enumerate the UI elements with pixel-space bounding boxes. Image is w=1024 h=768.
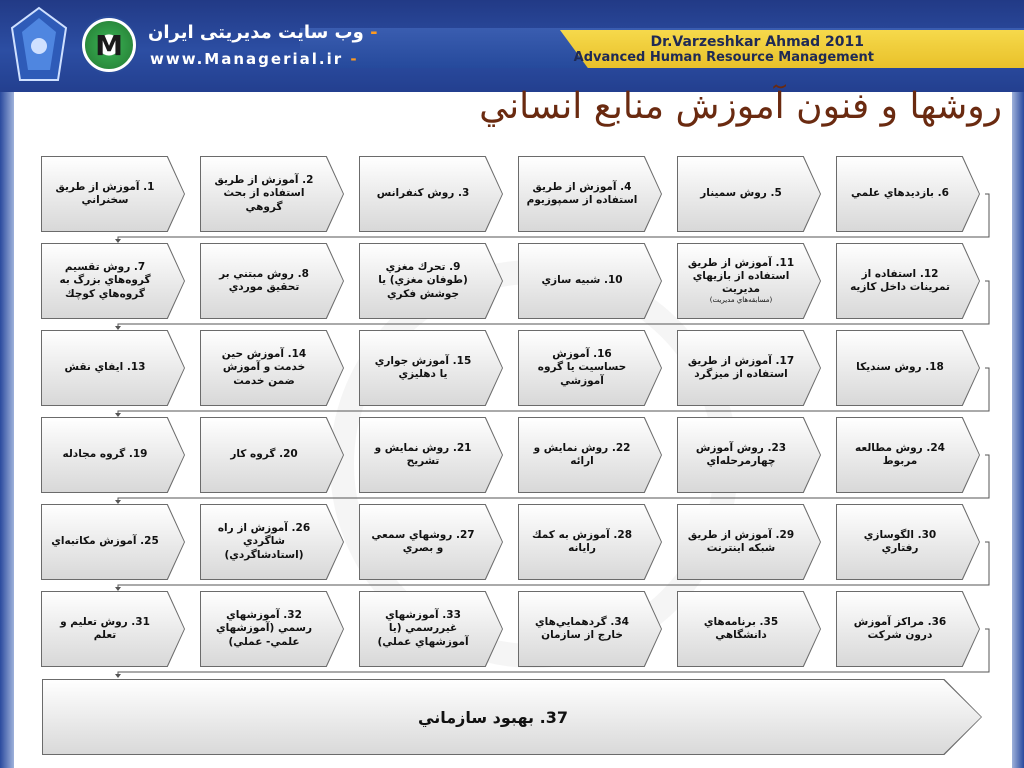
step-line: خدمت و آموزش <box>222 361 306 374</box>
step-label <box>46 331 164 405</box>
step-label <box>841 592 959 666</box>
site-url: www.Managerial.ir - <box>150 50 359 68</box>
step-line: 23. روش آموزش <box>695 441 787 454</box>
logo-letter: M <box>95 28 123 62</box>
step-label <box>46 505 164 579</box>
step-line: استفاده از سمپوزيوم <box>526 194 638 206</box>
connector-arrowhead <box>115 326 121 330</box>
step-label <box>841 418 959 492</box>
step-line: سخنراني <box>81 194 129 206</box>
step-label <box>364 157 482 231</box>
step-line: علمي- عملي) <box>228 635 300 648</box>
step-line: 36. مراكز آموزش <box>853 615 947 628</box>
step-line: 21. روش نمايش و <box>374 441 472 454</box>
left-frame <box>0 92 14 768</box>
step-line: 3. روش كنفرانس <box>376 187 470 200</box>
step-line: 27. روشهاي سمعي <box>371 528 475 541</box>
step-line: 28. آموزش به كمك <box>531 528 633 541</box>
step-label <box>205 331 323 405</box>
connector-arrowhead <box>115 239 121 243</box>
step-line: يا دهليزي <box>398 368 448 380</box>
step-line: 8. روش مبتني بر <box>219 267 309 280</box>
step-line: آموزشهاي عملي) <box>377 635 469 648</box>
step-line: گروهي <box>245 200 283 213</box>
step-label <box>364 331 482 405</box>
step-line: گروه‌هاي كوچك <box>65 287 145 300</box>
step-label <box>205 418 323 492</box>
step-line: (طوفان مغزي) يا <box>378 274 468 287</box>
step-line: 2. آموزش از طريق <box>214 174 314 187</box>
step-line: 14. آموزش حين <box>221 348 307 361</box>
step-label <box>364 244 482 318</box>
step-label <box>523 244 641 318</box>
step-line: 19. گروه مجادله <box>62 448 148 461</box>
step-line: 1. آموزش از طريق <box>55 180 155 193</box>
step-label <box>205 592 323 666</box>
university-logo-icon <box>8 4 70 84</box>
step-line: 32. آموزشهاي <box>226 609 302 622</box>
step-line: گروه‌هاي بزرگ به <box>59 274 151 287</box>
step-line: 25. آموزش مكاتبه‌اي <box>51 535 159 548</box>
connector-arrowhead <box>115 674 121 678</box>
step-label <box>682 244 800 318</box>
step-line: غيررسمي (يا <box>388 622 458 635</box>
step-label <box>682 157 800 231</box>
step-line: 17. آموزش از طريق <box>687 354 795 367</box>
step-line: چهارمرحله‌اي <box>706 455 776 467</box>
page-title: روشها و فنون آموزش منابع انساني <box>479 86 1002 127</box>
step-line: 33. آموزشهاي <box>385 609 461 622</box>
step-label <box>841 505 959 579</box>
step-line: 20. گروه كار <box>230 448 298 461</box>
step-label <box>205 244 323 318</box>
step-line: شاگردي <box>243 535 285 548</box>
step-label <box>523 592 641 666</box>
connector-arrowhead <box>115 413 121 417</box>
step-line: حساسيت يا گروه <box>537 361 627 374</box>
step-line: تحقيق موردي <box>228 281 300 293</box>
step-line: استفاده از ميزگرد <box>694 368 788 380</box>
step-label <box>841 331 959 405</box>
step-line: 9. تحرك مغزي <box>385 261 461 274</box>
step-label <box>682 331 800 405</box>
step-line: جوشش فكري <box>386 287 460 300</box>
step-label <box>46 592 164 666</box>
step-line: 22. روش نمايش و <box>533 441 631 454</box>
step-line: رايانه <box>568 542 596 554</box>
author-line: Dr.Varzeshkar Ahmad 2011 <box>650 34 864 50</box>
step-line: 34. گردهمايي‌هاي <box>535 615 629 628</box>
course-line: Advanced Human Resource Management <box>573 50 874 65</box>
step-line: مديريت <box>721 283 761 296</box>
step-line: ضمن خدمت <box>233 374 295 387</box>
step-line: 12. استفاده از <box>861 267 939 280</box>
step-line: 26. آموزش از راه <box>217 522 311 535</box>
right-frame <box>1012 92 1024 768</box>
site-name-fa: - وب سايت مديريتی ايران <box>148 22 378 43</box>
step-label <box>523 157 641 231</box>
step-line: ارائه <box>570 455 594 467</box>
step-line: تعلم <box>93 629 117 641</box>
step-label <box>364 505 482 579</box>
step-label <box>682 418 800 492</box>
step-line: آموزشي <box>560 374 604 387</box>
step-line: 7. روش تقسيم <box>64 261 146 274</box>
connector-arrowhead <box>115 500 121 504</box>
step-label <box>523 418 641 492</box>
final-label: 37. بهبود سازماني <box>418 707 568 727</box>
header-banner <box>0 0 1024 92</box>
step-line: 15. آموزش جواري <box>374 354 472 367</box>
step-line: 29. آموزش از طريق <box>687 528 795 541</box>
step-line: استفاده از بازيهاي <box>692 270 790 283</box>
step-note: (مسابقه‌هاي مديريت) <box>709 296 773 305</box>
step-label <box>46 418 164 492</box>
step-line: دانشگاهي <box>715 629 767 641</box>
step-label <box>364 592 482 666</box>
step-line: 35. برنامه‌هاي <box>703 615 779 628</box>
step-line: رفتاري <box>881 542 919 554</box>
step-label <box>364 418 482 492</box>
step-line: 6. بازديدهاي علمي <box>851 187 949 200</box>
step-line: و بصري <box>402 542 444 554</box>
step-label <box>682 505 800 579</box>
step-line: شبكه اينترنت <box>706 542 776 554</box>
step-line: 11. آموزش از طريق <box>687 256 795 269</box>
step-line: 10. شبيه سازي <box>541 274 623 287</box>
step-line: استفاده از بحث <box>223 187 305 200</box>
step-line: 4. آموزش از طريق <box>532 180 632 193</box>
step-label <box>523 331 641 405</box>
step-line: 13. ايفاي نقش <box>64 361 146 374</box>
step-line: 30. الگوسازي <box>863 528 937 541</box>
step-line: رسمي (آموزشهاي <box>215 622 313 635</box>
step-line: 5. روش سمينار <box>700 187 782 200</box>
step-label <box>46 244 164 318</box>
managerial-logo-icon <box>82 18 136 72</box>
step-line: 24. روش مطالعه <box>855 441 945 454</box>
step-line: تشريح <box>406 455 440 467</box>
connector-arrowhead <box>115 587 121 591</box>
step-label <box>841 244 959 318</box>
step-line: تمرينات داخل كازيه <box>850 281 950 293</box>
step-label <box>523 505 641 579</box>
step-label <box>682 592 800 666</box>
step-line: (استادشاگردي) <box>224 548 304 561</box>
step-label <box>205 505 323 579</box>
step-line: خارج از سازمان <box>541 629 623 641</box>
step-line: مربوط <box>882 455 918 467</box>
step-line: 18. روش سنديكا <box>856 361 944 374</box>
step-label <box>205 157 323 231</box>
step-label <box>841 157 959 231</box>
step-line: 31. روش تعليم و <box>60 615 150 628</box>
step-line: درون شركت <box>867 629 933 641</box>
step-line: 16. آموزش <box>552 348 612 361</box>
step-label <box>46 157 164 231</box>
